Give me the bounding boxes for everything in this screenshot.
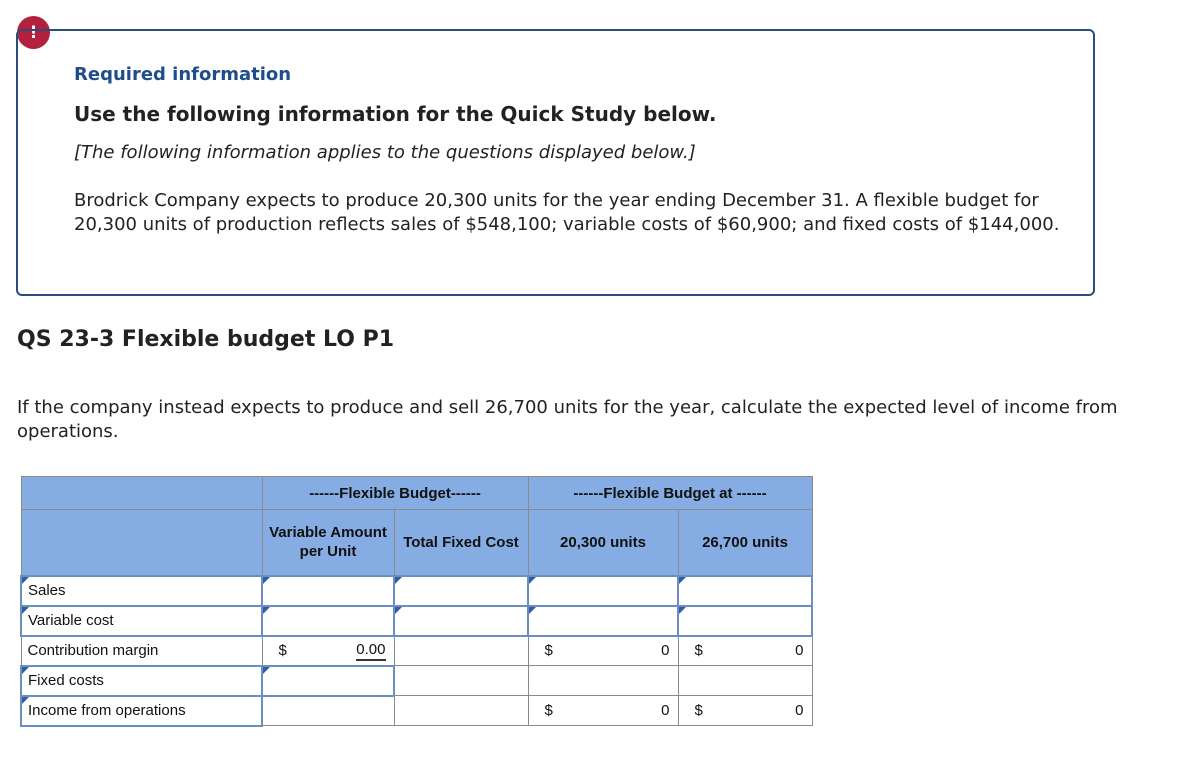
info-note: [The following information applies to the questions displayed below.] (74, 142, 696, 163)
row-label-input[interactable]: Income from operations (21, 696, 262, 726)
fixed-cost-input[interactable] (394, 606, 528, 636)
row-label-input[interactable]: Fixed costs (21, 666, 262, 696)
header-flexible-budget-at: ------Flexible Budget at ------ (528, 477, 812, 510)
units-1-total (528, 636, 678, 666)
table-row (21, 666, 812, 696)
variable-amount-input[interactable] (262, 576, 394, 606)
row-label-input[interactable]: Sales (21, 576, 262, 606)
flexible-budget-table (20, 476, 813, 727)
units-1-input[interactable] (528, 576, 678, 606)
units-1-input[interactable] (528, 606, 678, 636)
currency-symbol: $ (544, 702, 553, 719)
info-body: Brodrick Company expects to produce 20,300 units for the year ending December 31. A flexible budget for 20,300 units of production reflects sales of $548,100; variable costs of $60,900; and fixed costs of $144,000. (74, 190, 1060, 235)
table-row (21, 606, 812, 636)
currency-symbol: $ (694, 642, 703, 660)
header-flexible-budget: ------Flexible Budget------ (262, 477, 528, 510)
header-total-fixed-cost: Total Fixed Cost (394, 510, 528, 576)
units-2-empty (678, 666, 812, 696)
header-variable-amount: Variable Amount per Unit (262, 510, 394, 576)
amount-value: 0 (795, 702, 804, 719)
fixed-cost-empty (394, 696, 528, 726)
variable-amount-total (262, 636, 394, 666)
amount-value: 0 (795, 642, 804, 660)
amount-value: 0.00 (356, 641, 385, 661)
fixed-cost-input[interactable] (394, 576, 528, 606)
amount-value: 0 (661, 702, 670, 719)
header-units-2: 26,700 units (678, 510, 812, 576)
table-row (21, 696, 812, 726)
header-label-empty (21, 510, 262, 576)
currency-symbol: $ (544, 642, 553, 660)
amount-value: 0 (661, 642, 670, 660)
fixed-cost-empty (394, 636, 528, 666)
header-empty (21, 477, 262, 510)
question-title: QS 23-3 Flexible budget LO P1 (17, 327, 395, 352)
variable-amount-input[interactable] (262, 666, 394, 696)
units-1-empty (528, 666, 678, 696)
units-2-input[interactable] (678, 576, 812, 606)
units-2-total (678, 636, 812, 666)
table-row (21, 636, 812, 666)
required-info-label: Required information (74, 64, 292, 85)
variable-amount-input[interactable] (262, 606, 394, 636)
header-units-1: 20,300 units (528, 510, 678, 576)
currency-symbol: $ (694, 702, 703, 719)
row-label: Contribution margin (21, 636, 262, 666)
question-text: If the company instead expects to produce and sell 26,700 units for the year, calculate the expected level of income from operations. (17, 397, 1118, 442)
fixed-cost-empty (394, 666, 528, 696)
info-heading: Use the following information for the Quick Study below. (74, 102, 717, 126)
variable-amount-empty (262, 696, 394, 726)
units-2-total (678, 696, 812, 726)
alert-icon: ! (17, 16, 50, 49)
table-row (21, 576, 812, 606)
units-2-input[interactable] (678, 606, 812, 636)
row-label-input[interactable]: Variable cost (21, 606, 262, 636)
currency-symbol: $ (278, 642, 287, 659)
units-1-total (528, 696, 678, 726)
